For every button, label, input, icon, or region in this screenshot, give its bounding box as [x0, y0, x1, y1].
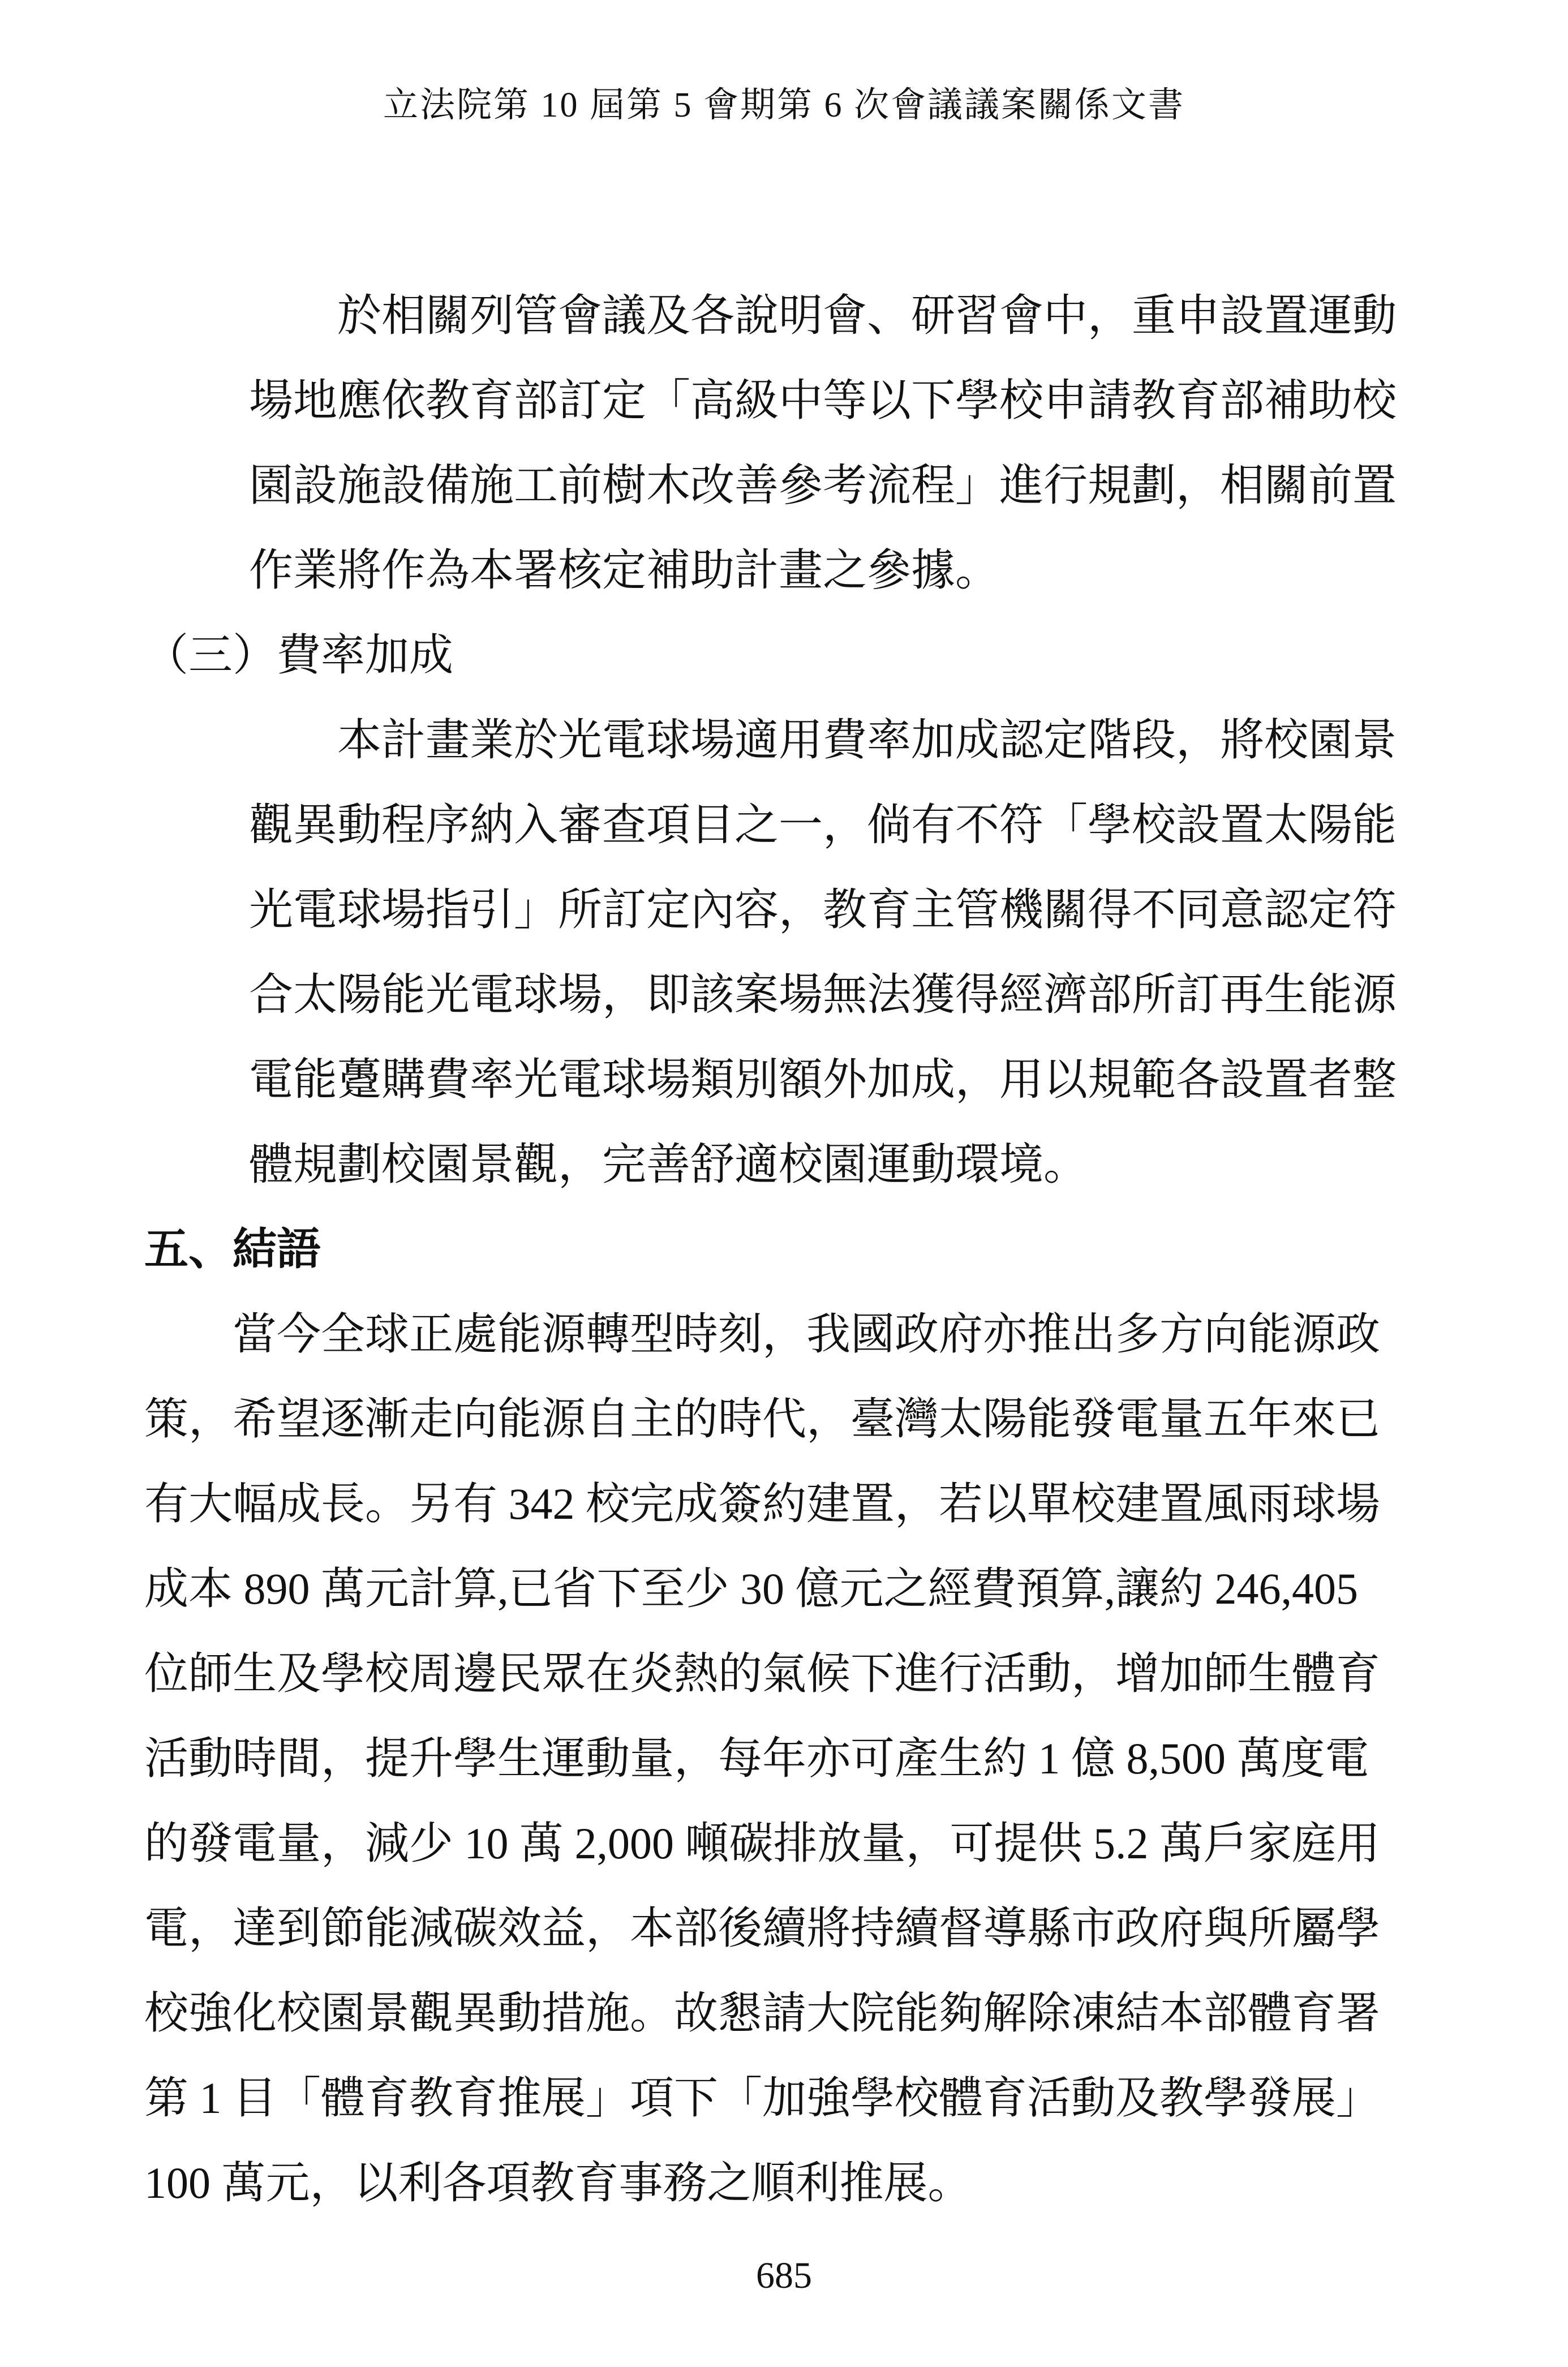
- text-line: 本計畫業於光電球場適用費率加成認定階段，將校園景: [337, 715, 1397, 764]
- text-line: 活動時間，提升學生運動量，每年亦可產生約 1 億 8,500 萬度電: [144, 1734, 1369, 1783]
- heading-section-5-conclusion: 五、結語: [144, 1225, 321, 1274]
- text-line: 體規劃校園景觀，完善舒適校園運動環境。: [249, 1140, 1088, 1189]
- text-line: 有大幅成長。另有 342 校完成簽約建置，若以單校建置風雨球場: [144, 1479, 1381, 1528]
- text-line: 第 1 目「體育教育推展」項下「加強學校體育活動及教學發展」: [144, 2073, 1381, 2123]
- text-line: 當今全球正處能源轉型時刻，我國政府亦推出多方向能源政: [233, 1309, 1381, 1359]
- text-line: 100 萬元，以利各項教育事務之順利推展。: [144, 2158, 972, 2207]
- text-line: 作業將作為本署核定補助計畫之參據。: [249, 545, 1000, 595]
- text-line: 策，希望逐漸走向能源自主的時代，臺灣太陽能發電量五年來已: [144, 1394, 1381, 1444]
- text-line: 觀異動程序納入審查項目之一，倘有不符「學校設置太陽能: [249, 800, 1397, 849]
- document-header-title: 立法院第 10 屆第 5 會期第 6 次會議議案關係文書: [383, 86, 1185, 124]
- text-line: 園設施設備施工前樹木改善參考流程」進行規劃，相關前置: [249, 461, 1397, 510]
- text-line: 光電球場指引」所訂定內容，教育主管機關得不同意認定符: [249, 885, 1397, 934]
- paragraph-rate-markup: [249, 698, 1395, 1207]
- document-body: [144, 273, 1395, 2226]
- page-number: 685: [756, 2255, 812, 2296]
- paragraph-conclusion: [144, 1292, 1395, 2226]
- text-line: 場地應依教育部訂定「高級中等以下學校申請教育部補助校: [249, 376, 1397, 425]
- paragraph-preamble-continuation: [249, 273, 1395, 613]
- text-line: 電，達到節能減碳效益，本部後續將持續督導縣市政府與所屬學: [144, 1904, 1381, 1953]
- text-line: 於相關列管會議及各說明會、研習會中，重申設置運動: [337, 291, 1397, 340]
- text-line: 的發電量，減少 10 萬 2,000 噸碳排放量，可提供 5.2 萬戶家庭用: [144, 1819, 1381, 1868]
- text-line: 合太陽能光電球場，即該案場無法獲得經濟部所訂再生能源: [249, 970, 1397, 1019]
- text-line: 電能躉購費率光電球場類別額外加成，用以規範各設置者整: [249, 1055, 1397, 1104]
- text-line: 成本 890 萬元計算,已省下至少 30 億元之經費預算,讓約 246,405: [144, 1564, 1359, 1613]
- heading-item-3-rate-markup: （三）費率加成: [144, 630, 454, 680]
- text-line: 校強化校園景觀異動措施。故懇請大院能夠解除凍結本部體育署: [144, 1988, 1381, 2038]
- text-line: 位師生及學校周邊民眾在炎熱的氣候下進行活動，增加師生體育: [144, 1649, 1381, 1698]
